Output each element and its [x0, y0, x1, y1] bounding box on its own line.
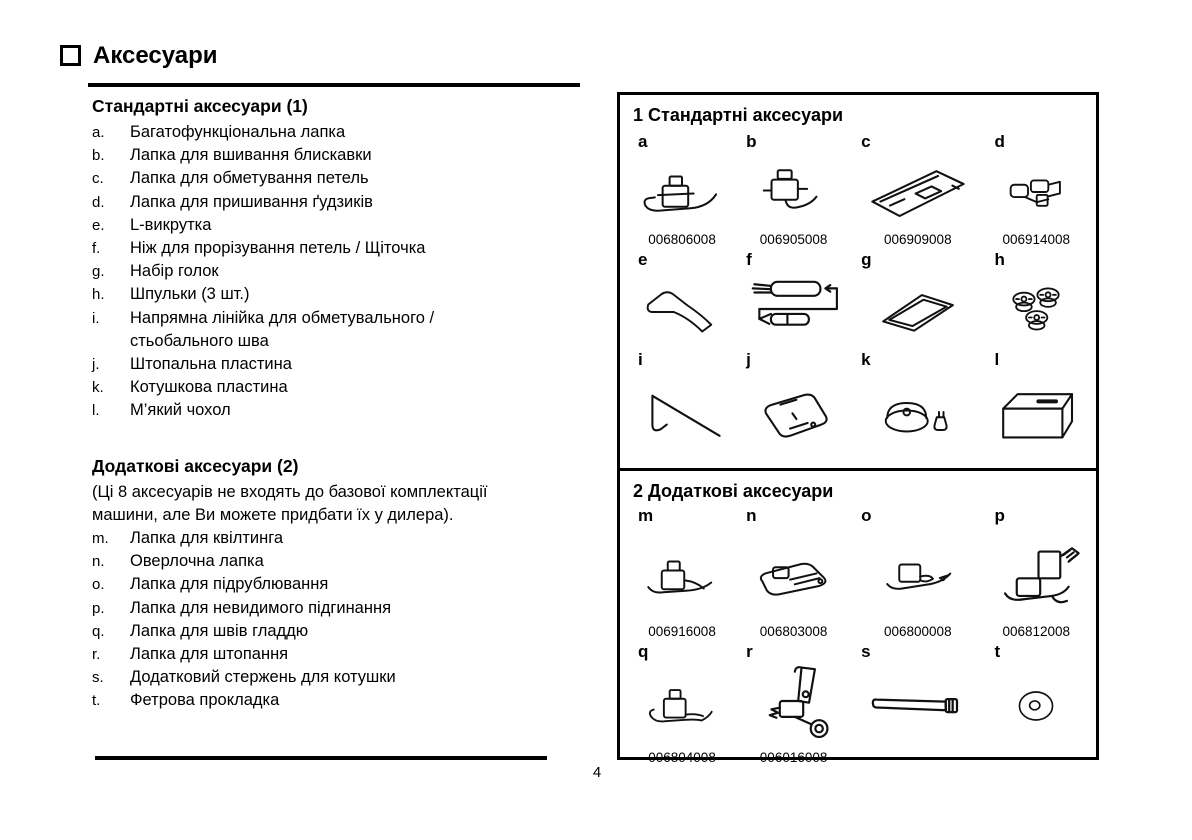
item-text: Додатковий стержень для котушки [130, 668, 396, 687]
accessory-cell-f [736, 249, 851, 349]
note-line1: (Ці 8 аксесуарів не входять до базової комплектації [92, 482, 488, 501]
accessory-cell-p [984, 505, 1088, 641]
panel2-row1 [620, 505, 1096, 641]
item-letter: a. [92, 124, 105, 141]
item-letter: m. [92, 530, 109, 548]
list-item [92, 307, 586, 353]
list-item [92, 214, 586, 237]
page-number: 4 [592, 764, 602, 781]
list-item [92, 167, 586, 190]
accessory-cell-o [851, 505, 984, 641]
accessory-cell-h [984, 249, 1088, 349]
part-number: 006800008 [884, 624, 952, 639]
item-text: Шпульки (3 шт.) [130, 285, 250, 304]
list-item [92, 597, 586, 620]
item-letter: c. [92, 170, 104, 188]
cell-letter: d [994, 132, 1005, 151]
accessory-cell-g [851, 249, 984, 349]
item-letter: r. [92, 646, 101, 664]
footer-rule [95, 756, 547, 760]
satin-stitch-foot-icon [636, 677, 728, 735]
cell-letter: n [746, 506, 757, 525]
cell-letter: a [638, 132, 648, 151]
item-text: L-викрутка [130, 215, 212, 234]
button-sewing-foot-icon [993, 163, 1079, 221]
blind-hem-foot-icon [990, 536, 1082, 614]
list-item [92, 237, 586, 260]
item-letter: h. [92, 286, 105, 304]
overcasting-foot-icon [746, 544, 842, 606]
item-text: Лапка для невидимого підгинання [130, 598, 392, 617]
item-text: Лапка для підрублювання [130, 575, 329, 594]
cell-letter: j [746, 350, 751, 369]
darning-foot-icon [748, 663, 840, 749]
part-number: 006916008 [648, 624, 716, 639]
page-title-text: Аксесуари [93, 42, 218, 69]
item-letter: f. [92, 240, 101, 258]
part-number: 006909008 [884, 232, 952, 247]
item-text: М’який чохол [130, 401, 231, 420]
panel2-heading: 2 Додаткові аксесуари [633, 481, 834, 501]
quilting-foot-icon [636, 545, 728, 605]
title-underline [88, 83, 580, 87]
item-letter: o. [92, 576, 105, 594]
cell-letter: m [638, 506, 654, 525]
cell-letter: i [638, 350, 643, 369]
cell-letter: l [994, 350, 1000, 369]
list-item [92, 550, 586, 573]
panel1-heading: 1 Стандартні аксесуари [633, 105, 844, 125]
item-text: Оверлочна лапка [130, 552, 264, 571]
section-optional [92, 454, 586, 713]
item-letter: k. [92, 379, 104, 397]
darning-plate-icon [744, 383, 844, 447]
item-text: Набір голок [130, 262, 219, 281]
l-screwdriver-icon [636, 279, 728, 339]
accessory-cell-e [628, 249, 736, 349]
accessory-cell-q [628, 641, 736, 767]
cell-letter: t [994, 642, 1001, 661]
item-letter: g. [92, 263, 105, 281]
zipper-foot-icon [749, 161, 839, 223]
accessory-cell-r [736, 641, 851, 767]
multifunction-foot-icon [635, 161, 729, 223]
list-item [92, 527, 586, 550]
item-letter: e. [92, 216, 105, 234]
list-item [92, 191, 586, 214]
accessory-cell-c [851, 131, 984, 249]
cell-letter: k [861, 350, 871, 369]
note-line2: машини, але Ви можете придбати їх у дилера). [92, 505, 454, 524]
list-item [92, 573, 586, 596]
left-column [92, 94, 586, 713]
panel1-row1 [620, 131, 1096, 249]
accessory-cell-m [628, 505, 736, 641]
extra-spool-pin-icon [866, 680, 970, 732]
buttonhole-foot-icon [856, 160, 980, 224]
accessory-cell-j [736, 349, 851, 461]
item-text: Лапка для квілтинга [130, 529, 284, 548]
cell-letter: g [861, 250, 872, 269]
accessory-cell-l [984, 349, 1088, 461]
page-title [60, 42, 218, 70]
item-text: Лапка для штопання [130, 645, 289, 664]
accessory-cell-k [851, 349, 984, 461]
cell-letter: b [746, 132, 757, 151]
cell-letter: o [861, 506, 872, 525]
panel-standard-accessories [620, 103, 1096, 471]
item-letter: q. [92, 622, 105, 640]
accessory-cell-i [628, 349, 736, 461]
item-letter: p. [92, 599, 105, 617]
item-text: Фетрова прокладка [130, 691, 280, 710]
item-text: Штопальна пластина [130, 355, 292, 374]
seam-ripper-brush-icon [742, 276, 846, 342]
soft-cover-icon [988, 383, 1084, 447]
item-letter: i. [92, 309, 100, 327]
list-item [92, 283, 586, 306]
part-number: 006806008 [648, 232, 716, 247]
list-item [92, 620, 586, 643]
hemmer-foot-icon [872, 545, 964, 605]
item-text: Ніж для прорізування петель / Щіточка [130, 239, 426, 258]
cell-letter: s [861, 642, 871, 661]
list-item [92, 353, 586, 376]
section2-heading: Додаткові аксесуари (2) [92, 455, 299, 476]
item-text: Лапка для обметування петель [130, 169, 369, 188]
item-letter: b. [92, 147, 105, 165]
part-number: 006905008 [759, 232, 828, 247]
quilting-guide-bar-icon [635, 383, 729, 447]
item-text: Лапка для швів гладдю [130, 621, 309, 640]
item-text-line1: Напрямна лінійка для обметувального / [130, 308, 435, 327]
part-number: 006016008 [759, 750, 828, 765]
optional-accessories-list [92, 527, 586, 713]
felt-washer-icon [1001, 679, 1071, 733]
item-text-line2: стьобального шва [130, 331, 269, 350]
list-item [92, 399, 586, 422]
figure-box [617, 92, 1099, 765]
part-number: 006804008 [648, 750, 716, 765]
item-letter: n. [92, 553, 105, 571]
cell-letter: h [994, 250, 1005, 269]
square-bullet-icon [60, 45, 81, 66]
accessory-cell-d [984, 131, 1088, 249]
item-letter: s. [92, 669, 104, 687]
cell-letter: r [746, 642, 753, 661]
accessory-cell-n [736, 505, 851, 641]
panel2-row2 [620, 641, 1096, 767]
item-letter: d. [92, 193, 105, 211]
accessory-cell-a [628, 131, 736, 249]
panel-optional-accessories [620, 479, 1096, 767]
panel1-row2 [620, 249, 1096, 349]
item-text: Лапка для пришивання ґудзиків [130, 192, 373, 211]
item-text: Лапка для вшивання блискавки [130, 146, 372, 165]
cell-letter: e [638, 250, 648, 269]
part-number: 006812008 [1002, 624, 1071, 639]
spool-disc-icon [868, 385, 968, 445]
list-item [92, 689, 586, 712]
accessory-cell-s [851, 641, 984, 767]
cell-letter: p [994, 506, 1005, 525]
section-standard [92, 94, 586, 423]
needle-set-icon [870, 278, 966, 340]
item-letter: j. [92, 356, 100, 374]
item-text: Багатофункціональна лапка [130, 123, 346, 141]
list-item [92, 260, 586, 283]
item-text [130, 307, 586, 353]
section2-note [92, 481, 586, 527]
part-number: 006803008 [759, 624, 828, 639]
item-letter: t. [92, 692, 101, 710]
item-text: Котушкова пластина [130, 378, 288, 397]
panel1-row3 [620, 349, 1096, 461]
list-item [92, 666, 586, 689]
standard-accessories-list [92, 121, 586, 423]
list-item [92, 121, 586, 144]
list-item [92, 144, 586, 167]
accessory-cell-t [984, 641, 1088, 767]
cell-letter: q [638, 642, 649, 661]
list-item [92, 376, 586, 399]
cell-letter: c [861, 132, 871, 151]
list-item [92, 643, 586, 666]
cell-letter: f [746, 250, 752, 269]
part-number: 006914008 [1002, 232, 1071, 247]
item-letter: l. [92, 402, 100, 420]
accessory-cell-b [736, 131, 851, 249]
bobbins-icon [997, 278, 1075, 340]
section1-heading: Стандартні аксесуари (1) [92, 96, 308, 116]
